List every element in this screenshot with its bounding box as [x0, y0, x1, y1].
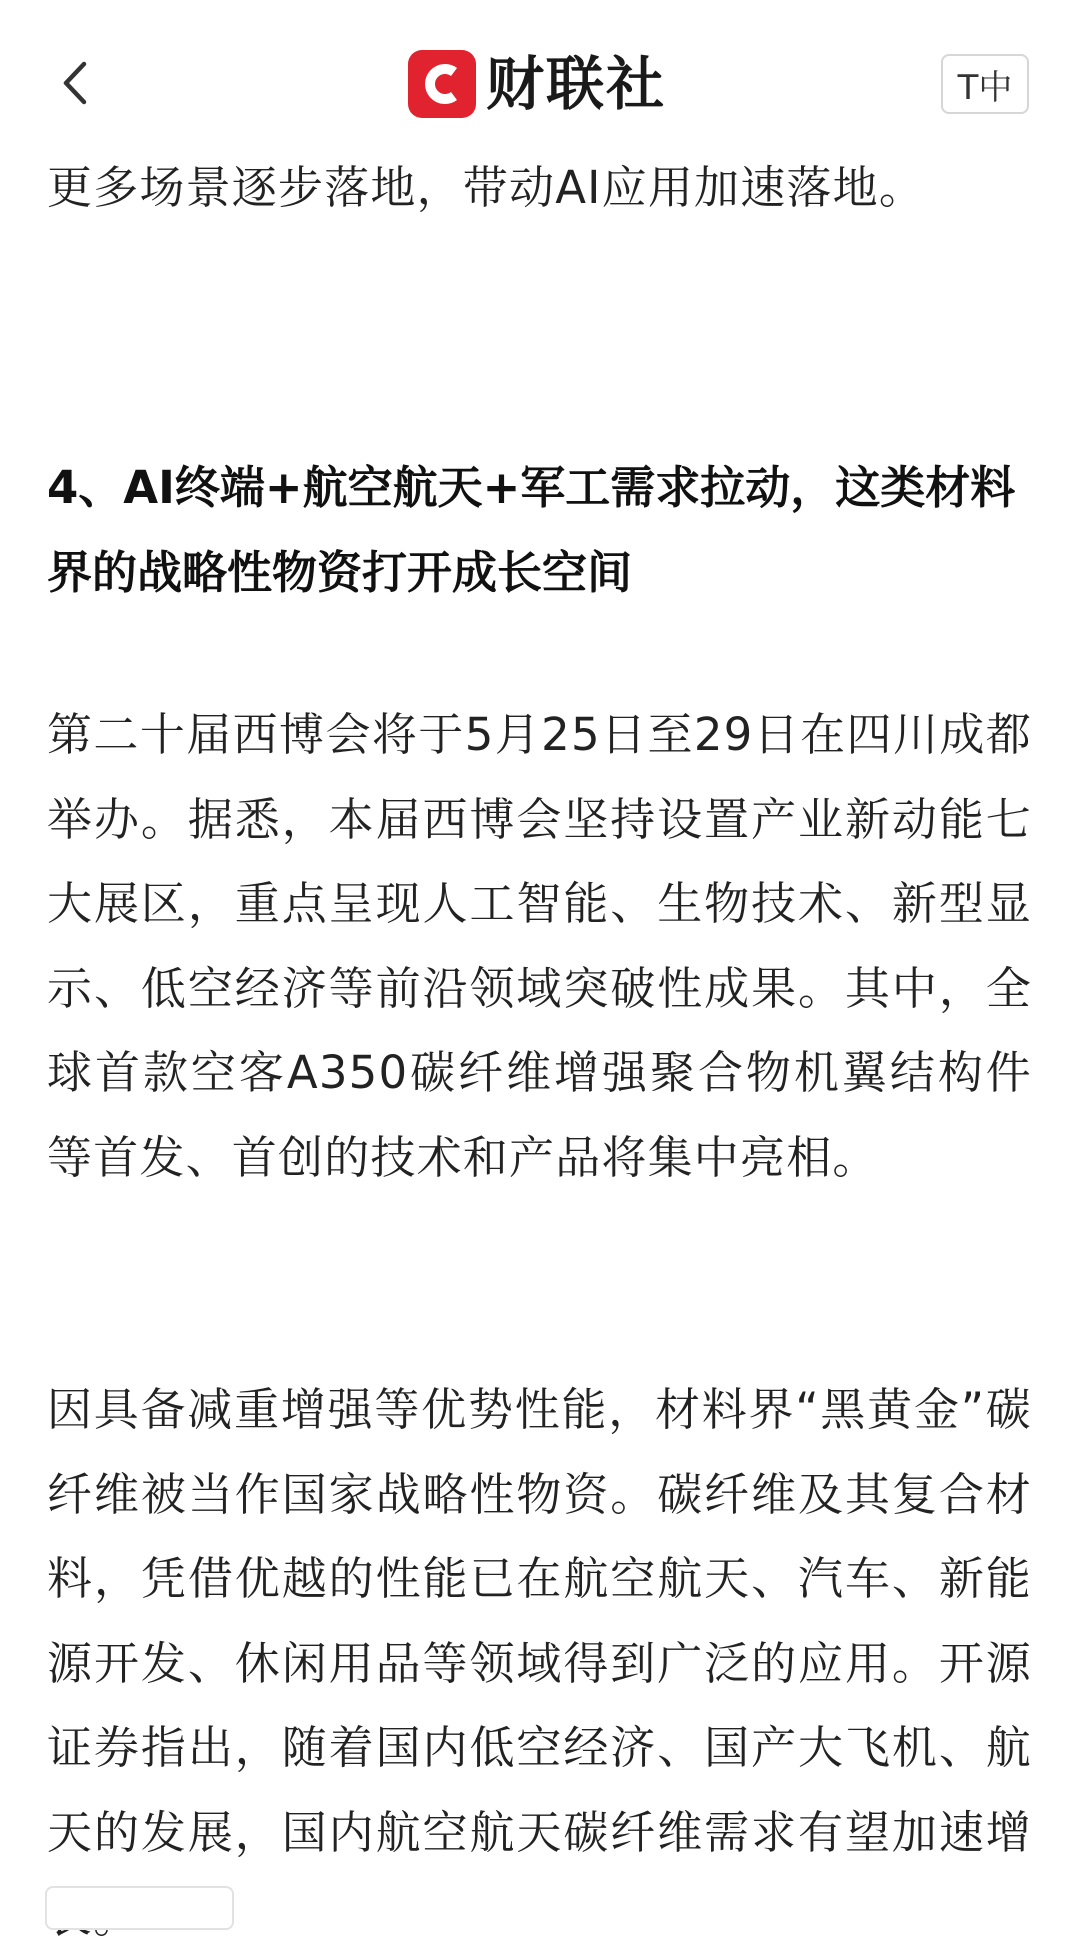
related-card[interactable] — [45, 1886, 234, 1930]
article-paragraph: 第二十届西博会将于5月25日至29日在四川成都举办。据悉，本届西博会坚持设置产业新动能七大展区，重点呈现人工智能、生物技术、新型显示、低空经济等前沿领域突破性成果。其中，全球首款空客A350碳纤维增强聚合物机翼结构件等首发、首创的技术和产品将集中亮相。 — [47, 708, 1032, 1184]
back-button[interactable] — [40, 48, 110, 118]
top-navigation-bar — [0, 0, 1073, 150]
article-paragraph: 更多场景逐步落地，带动AI应用加速落地。 — [47, 161, 926, 214]
logo-text: 财联社 — [486, 50, 667, 118]
section-heading: 4、AI终端+航空航天+军工需求拉动，这类材料界的战略性物资打开成长空间 — [47, 461, 1016, 599]
cls-logo-icon — [408, 50, 476, 118]
chevron-left-icon — [58, 58, 92, 108]
site-logo — [408, 48, 666, 120]
article-paragraph: 因具备减重增强等优势性能，材料界“黑黄金”碳纤维被当作国家战略性物资。碳纤维及其复合材料，凭借优越的性能已在航空航天、汽车、新能源开发、休闲用品等领域得到广泛的应用。开源证券指出，随着国内低空经济、国产大飞机、航天的发展，国内航空航天碳纤维需求有望加速增 — [47, 1383, 1032, 1859]
font-size-button[interactable]: T中 — [941, 54, 1029, 114]
